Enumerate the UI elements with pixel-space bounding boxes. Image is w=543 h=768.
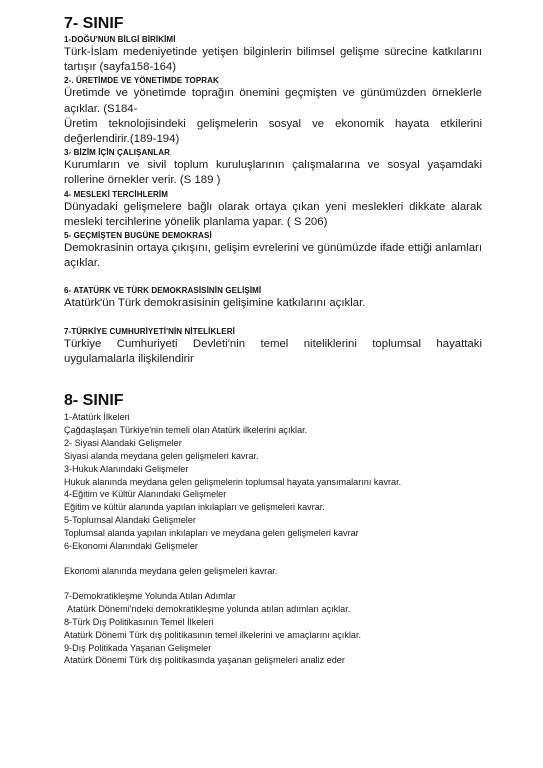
list-item: Ekonomi alanında meydana gelen gelişmeleri kavrar. (64, 566, 278, 577)
section-heading: 7-TÜRKİYE CUMHURİYETİ'NİN NİTELİKLERİ (64, 326, 235, 336)
grade8-list (64, 411, 482, 667)
spacer (64, 578, 482, 590)
grade8-title: 8- SINIF (64, 392, 124, 410)
section-heading: 4- MESLEKİ TERCİHLERİM (64, 189, 168, 199)
list-item: 5-Toplumsal Alandaki Gelişmeler (64, 515, 196, 526)
list-item: Siyasi alanda meydana gelen gelişmeleri kavrar. (64, 450, 259, 461)
spacer (64, 312, 482, 326)
grade7-title: 7- SINIF (64, 15, 124, 32)
section-text: Türk-İslam medeniyetinde yetişen bilginlerin bilimsel gelişme sürecine katkılarını tartışır (sayfa158-164) (64, 46, 482, 74)
list-item: 6-Ekonomi Alanındaki Gelişmeler (64, 541, 198, 552)
section-text: Türkiye Cumhuriyeti Devleti'nin temel niteliklerini toplumsal hayattaki uygulamalarla ilişkilendirir (64, 337, 482, 365)
list-item: Hukuk alanında meydana gelen gelişmelerin toplumsal hayata yansımalarını kavrar. (64, 476, 402, 487)
section-text: Dünyadaki gelişmelere bağlı olarak ortaya çıkan yeni meslekleri dikkate alarak mesleki tercihlerine yönelik planlama yapar. ( S 206) (64, 200, 482, 228)
section-heading: 3- BİZİM İÇİN ÇALIŞANLAR (64, 148, 170, 158)
list-item: 9-Dış Politikada Yaşanan Gelişmeler (64, 642, 212, 653)
list-item: 4-Eğitim ve Kültür Alanındaki Gelişmeler (64, 489, 227, 500)
list-item: Toplumsal alanda yapılan inkılapları ve meydana gelen gelişmeleri kavrar (64, 528, 359, 539)
list-item: 1-Atatürk İlkeleri (64, 412, 130, 423)
list-item: Atatürk Dönemi'ndeki demokratikleşme yolunda atılan adımları açıklar. (67, 603, 351, 614)
section-heading: 5- GEÇMİŞTEN BUGÜNE DEMOKRASİ (64, 231, 212, 241)
section-text: Üretim teknolojisindeki gelişmelerin sosyal ve ekonomik hayata etkilerini değerlendirir.(189-194) (64, 117, 482, 146)
spacer (64, 271, 482, 285)
list-item: Çağdaşlaşan Türkiye'nin temeli olan Atatürk ilkelerini açıklar. (64, 424, 308, 435)
section-text: Atatürk'ün Türk demokrasisinin gelişimine katkılarını açıklar. (64, 297, 366, 310)
list-item: Atatürk Dönemi Türk dış politikasında yaşanan gelişmeleri analiz eder (64, 655, 345, 666)
section-heading: 2-. ÜRETİMDE VE YÖNETİMDE TOPRAK (64, 76, 219, 86)
list-item: Eğitim ve kültür alanında yapılan inkılapları ve gelişmeleri kavrar. (64, 502, 325, 513)
section-text: Kurumların ve sivil toplum kuruluşlarının çalışmalarına ve sosyal yaşamdaki rollerine örnekler verir. (S 189 ) (64, 159, 482, 187)
section-text: Üretimde ve yönetimde toprağın önemini geçmişten ve günümüzden örneklerle açıklar. (S184- (64, 87, 482, 115)
list-item: 2- Siyasi Alandaki Gelişmeler (64, 437, 182, 448)
section-heading: 6- ATATÜRK VE TÜRK DEMOKRASİSİNİN GELİŞİMİ (64, 286, 262, 296)
list-item: 3-Hukuk Alanındaki Gelişmeler (64, 463, 189, 474)
list-item: 8-Türk Dış Politikasının Temel İlkeleri (64, 616, 214, 627)
section-text: Demokrasinin ortaya çıkışını, gelişim evrelerini ve günümüzde ifade ettiği anlamları açıklar. (64, 242, 482, 270)
list-item: 7-Demokratikleşme Yolunda Atılan Adımlar (64, 590, 236, 601)
spacer (64, 367, 482, 391)
list-item: Atatürk Dönemi Türk dış politikasının temel ilkelerini ve amaçlarını açıklar. (64, 629, 362, 640)
section-heading: 1-DOĞU'NUN BİLGİ BİRİKİMİ (64, 35, 176, 44)
spacer (64, 553, 482, 565)
document-page (64, 14, 482, 667)
